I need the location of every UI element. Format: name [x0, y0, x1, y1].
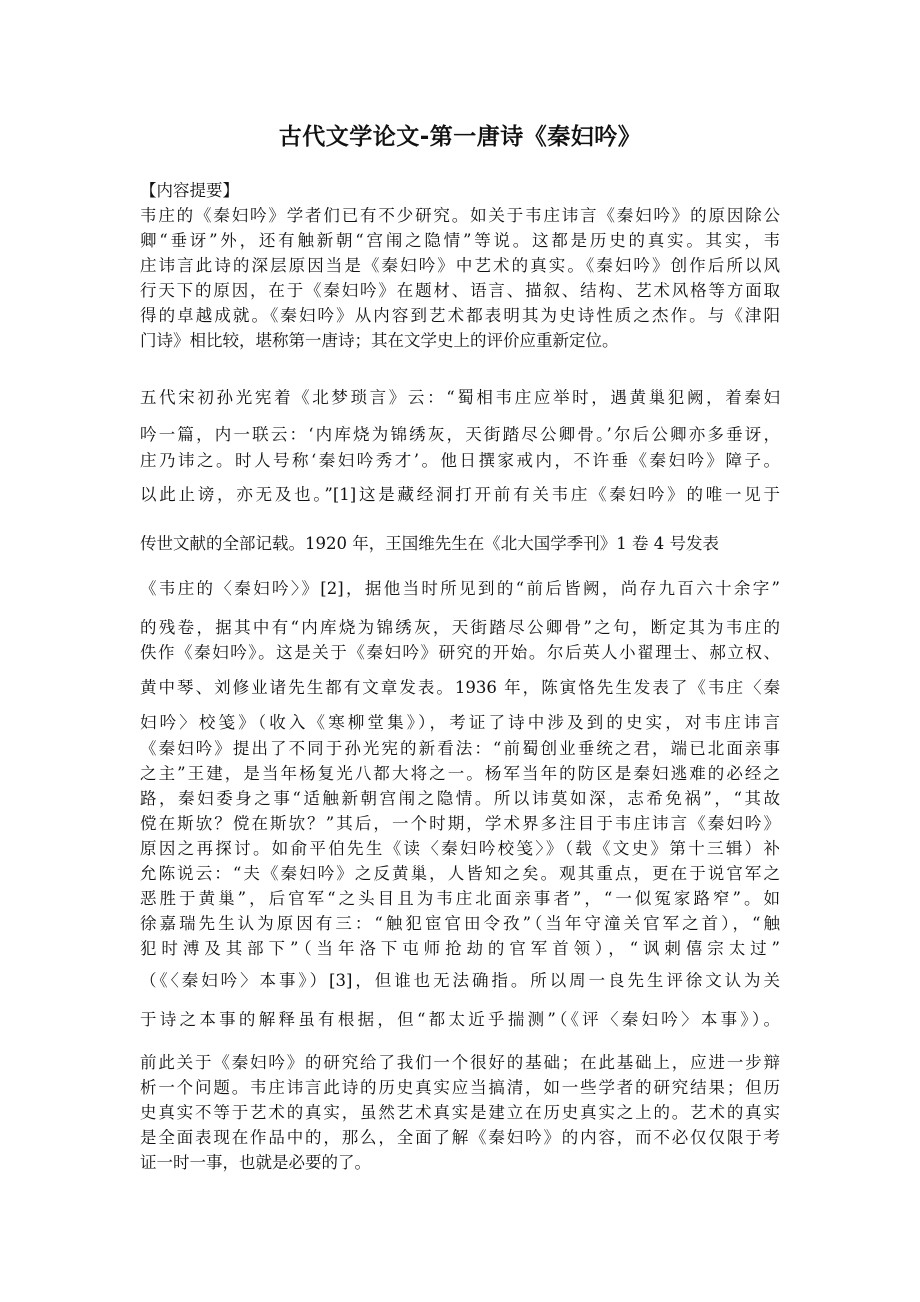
abstract-line: 门诗》相比较，堪称第一唐诗；其在文学史上的评价应重新定位。: [140, 331, 619, 350]
body-line: 路，秦妇委身之事“适触新朝宫闱之隐情。所以讳莫如深，志希免祸”，“其故: [140, 789, 780, 808]
final-paragraph-line: 是全面表现在作品中的，那么，全面了解《秦妇吟》的内容，而不必仅仅限于考: [140, 1128, 780, 1147]
body-line: 恶胜于黄巢”，后官军“之头目且为韦庄北面亲事者”，“一似冤家路窄”。如: [140, 889, 780, 908]
body-line: 以此止谤，亦无及也。”[1]这是藏经洞打开前有关韦庄《秦妇吟》的唯一见于: [140, 485, 780, 504]
abstract-line: 行天下的原因，在于《秦妇吟》在题材、语言、描叙、结构、艺术风格等方面取: [140, 281, 780, 300]
final-paragraph-line: 析一个问题。韦庄讳言此诗的历史真实应当搞清，如一些学者的研究结果；但历: [140, 1078, 780, 1097]
abstract-line: 得的卓越成就。《秦妇吟》从内容到艺术都表明其为史诗性质之杰作。与《津阳: [140, 306, 780, 325]
body-line: 傥在斯欤？傥在斯欤？”其后，一个时期，学术界多注目于韦庄讳言《秦妇吟》: [140, 814, 780, 833]
body-line: 于诗之本事的解释虽有根据，但“都太近乎揣测”（《评〈秦妇吟〉本事》）。: [140, 1010, 780, 1029]
body-line: 徐嘉瑞先生认为原因有三：“触犯宦官田令孜”（当年守潼关官军之首），“触: [140, 914, 780, 933]
document-title: 古代文学论文-第一唐诗《秦妇吟》: [278, 124, 642, 150]
body-line: 犯时溥及其部下”（当年洛下屯师抢劫的官军首领），“讽刺僖宗太过”: [140, 939, 780, 958]
body-line: 《秦妇吟》提出了不同于孙光宪的新看法：“前蜀创业垂统之君，端已北面亲事: [140, 739, 780, 758]
abstract-line: 卿“垂讶”外，还有触新朝“宫闱之隐情”等说。这都是历史的真实。其实，韦: [140, 231, 780, 250]
body-line: 吟一篇，内一联云：‘内库烧为锦绣灰，天街踏尽公卿骨。’尔后公卿亦多垂讶，: [140, 425, 780, 444]
body-line: 允陈说云：“夫《秦妇吟》之反黄巢，人皆知之矣。观其重点，更在于说官军之: [140, 864, 780, 883]
body-line: 黄中琴、刘修业诸先生都有文章发表。1936 年，陈寅恪先生发表了《韦庄〈秦: [140, 678, 780, 697]
abstract-line: 韦庄的《秦妇吟》学者们已有不少研究。如关于韦庄讳言《秦妇吟》的原因除公: [140, 206, 780, 225]
body-line: 妇吟〉校笺》（收入《寒柳堂集》），考证了诗中涉及到的史实，对韦庄讳言: [140, 713, 780, 732]
body-line: 佚作《秦妇吟》。这是关于《秦妇吟》研究的开始。尔后英人小翟理士、郝立权、: [140, 643, 780, 662]
body-line: 的残卷，据其中有“内库烧为锦绣灰，天街踏尽公卿骨”之句，断定其为韦庄的: [140, 618, 780, 637]
body-line: 原因之再探讨。如俞平伯先生《读〈秦妇吟校笺〉》（载《文史》第十三辑）补: [140, 839, 780, 858]
body-line: 之主”王建，是当年杨复光八都大将之一。杨军当年的防区是秦妇逃难的必经之: [140, 764, 780, 783]
body-line: 庄乃讳之。时人号称‘秦妇吟秀才’。他日撰家戒内，不许垂《秦妇吟》障子。: [140, 451, 780, 470]
final-paragraph-line: 证一时一事，也就是必要的了。: [140, 1153, 371, 1172]
abstract-heading: 【内容提要】: [140, 181, 239, 200]
abstract-line: 庄讳言此诗的深层原因当是《秦妇吟》中艺术的真实。《秦妇吟》创作后所以风: [140, 256, 780, 275]
body-line: （《〈秦妇吟〉本事》）[3]，但谁也无法确指。所以周一良先生评徐文认为关: [140, 971, 780, 990]
body-line: 传世文献的全部记载。1920 年，王国维先生在《北大国学季刊》1 卷 4 号发表: [140, 534, 719, 553]
final-paragraph-line: 史真实不等于艺术的真实，虽然艺术真实是建立在历史真实之上的。艺术的真实: [140, 1103, 780, 1122]
final-paragraph-line: 前此关于《秦妇吟》的研究给了我们一个很好的基础；在此基础上，应进一步辩: [140, 1053, 780, 1072]
body-line: 五代宋初孙光宪着《北梦琐言》云：“蜀相韦庄应举时，遇黄巢犯阙，着秦妇: [140, 388, 780, 407]
body-line: 《韦庄的〈秦妇吟〉》[2]，据他当时所见到的“前后皆阙，尚存九百六十余字”: [140, 579, 780, 598]
